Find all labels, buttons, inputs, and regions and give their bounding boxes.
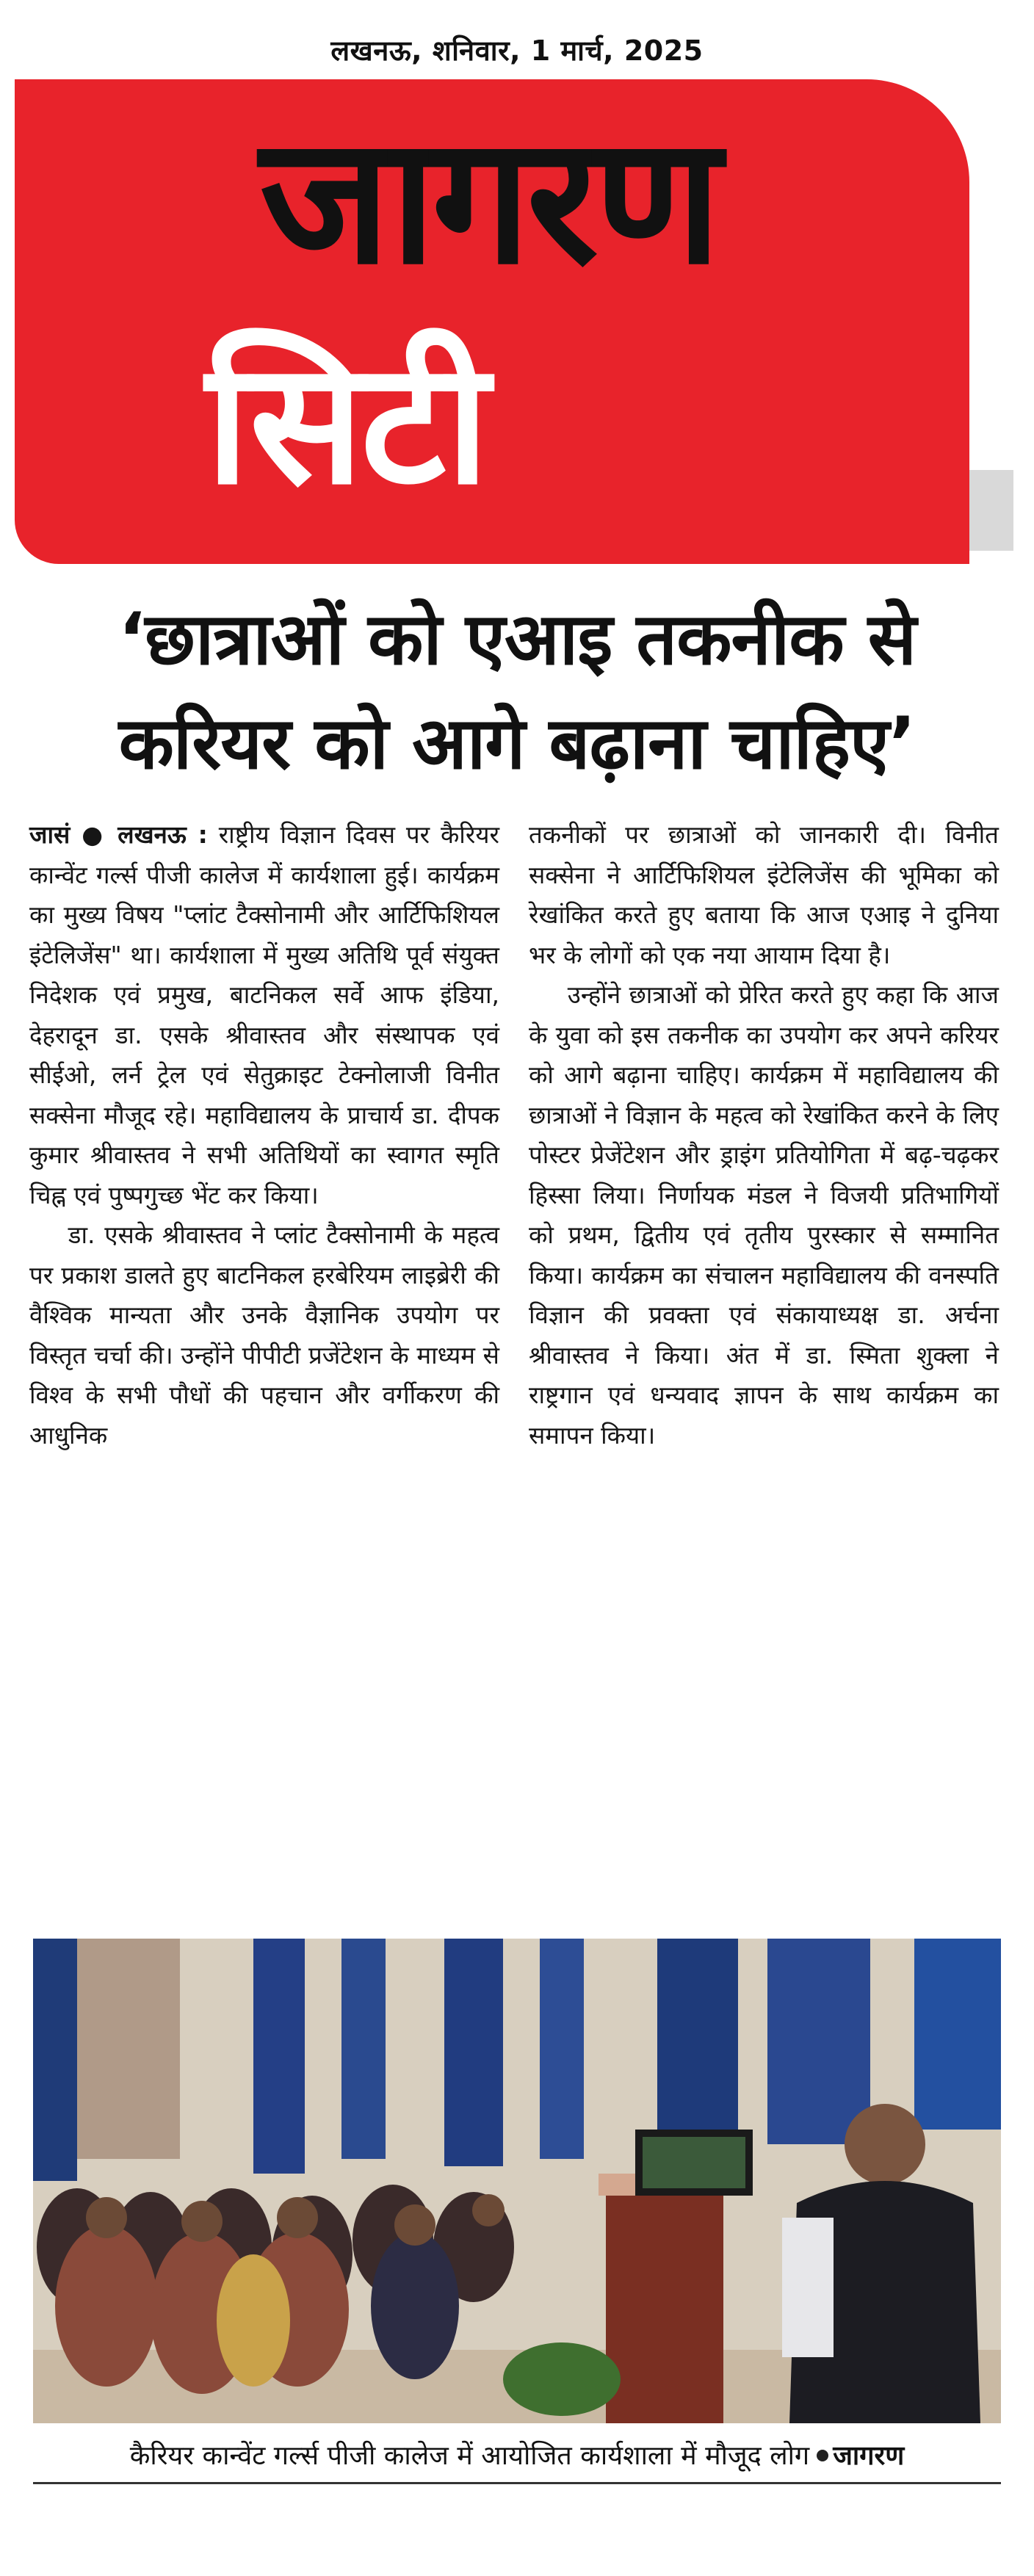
article-paragraph: डा. एसके श्रीवास्तव ने प्लांट टैक्सोनामी के महत्व पर प्रकाश डालते हुए बाटनिकल हरबेरियम लाइब्रेरी की वैश्विक मान्यता और उनके वैज्ञानिक उपयोग पर विस्तृत चर्चा की। उन्होंने पीपीटी प्रजेंटेशन के माध्यम से विश्व के सभी पौधों की पहचान और वर्गीकरण की आधुनिक (29, 1220, 499, 1450)
photo-caption (33, 2436, 1001, 2472)
article-paragraph (29, 815, 499, 1215)
article-column-right (529, 815, 999, 1931)
byline: जासं ● लखनऊ : (29, 820, 208, 849)
paragraph-text: राष्ट्रीय विज्ञान दिवस पर कैरियर कान्वेंट गर्ल्स पीजी कालेज में कार्यशाला हुई। कार्यक्रम का मुख्य विषय "प्लांट टैक्सोनामी और आर्टिफिशियल इंटेलिजेंस" था। कार्यशाला में मुख्य अतिथि पूर्व संयुक्त निदेशक एवं प्रमुख, बाटनिकल सर्वे आफ इंडिया, देहरादून डा. एसके श्रीवास्तव और संस्थापक एवं सीईओ, लर्न ट्रेल एवं सेतुक्राइट टेक्नोलाजी विनीत सक्सेना मौजूद रहे। महाविद्यालय के प्राचार्य डा. दीपक कुमार श्रीवास्तव ने सभी अतिथियों का स्वागत स्मृति चिह्न एवं पुष्पगुच्छ भेंट कर किया। (29, 820, 499, 1209)
event-photo (33, 1939, 1001, 2423)
event-photo-illustration (33, 1939, 1001, 2423)
article-body (29, 815, 999, 1931)
masthead-title: जागरण (259, 98, 717, 303)
article-paragraph: उन्होंने छात्राओं को प्रेरित करते हुए कहा कि आज के युवा को इस तकनीक का उपयोग कर अपने करियर को आगे बढ़ाना चाहिए। कार्यक्रम में महाविद्यालय की छात्राओं ने विज्ञान के महत्व को रेखांकित करने के लिए पोस्टर प्रेजेंटेशन और ड्राइंग प्रतियोगिता में बढ़-चढ़कर हिस्सा लिया। निर्णायक मंडल ने विजयी प्रतिभागियों को प्रथम, द्वितीय एवं तृतीय पुरस्कार से सम्मानित किया। कार्यक्रम का संचालन महाविद्यालय की वनस्पति विज्ञान की प्रवक्ता एवं संकायाध्यक्ष डा. अर्चना श्रीवास्तव ने किया। अंत में डा. स्मिता शुक्ला ने राष्ट्रगान एवं धन्यवाद ज्ञापन के साथ कार्यक्रम का समापन किया। (529, 980, 999, 1450)
masthead-subtitle: सिटी (206, 326, 487, 522)
photo-credit: जागरण (833, 2441, 905, 2471)
article-paragraph: तकनीकों पर छात्राओं को जानकारी दी। विनीत सक्सेना ने आर्टिफिशियल इंटेलिजेंस की भूमिका को रेखांकित करते हुए बताया कि आज एआइ ने दुनिया भर के लोगों को एक नया आयाम दिया है। (529, 820, 999, 969)
masthead-logo (15, 79, 969, 564)
headline-line-2: करियर को आगे बढ़ाना चाहिए’ (118, 702, 916, 786)
dateline: लखनऊ, शनिवार, 1 मार्च, 2025 (330, 35, 704, 67)
caption-text: कैरियर कान्वेंट गर्ल्स पीजी कालेज में आयोजित कार्यशाला में मौजूद लोग (129, 2441, 810, 2471)
article-column-left (29, 815, 499, 1931)
headline-line-1: ‘छात्राओं को एआइ तकनीक से (118, 598, 916, 681)
bottom-rule (33, 2482, 1001, 2484)
masthead-shadow (969, 470, 1013, 551)
article-headline (22, 587, 1012, 796)
bullet-icon (817, 2450, 828, 2461)
